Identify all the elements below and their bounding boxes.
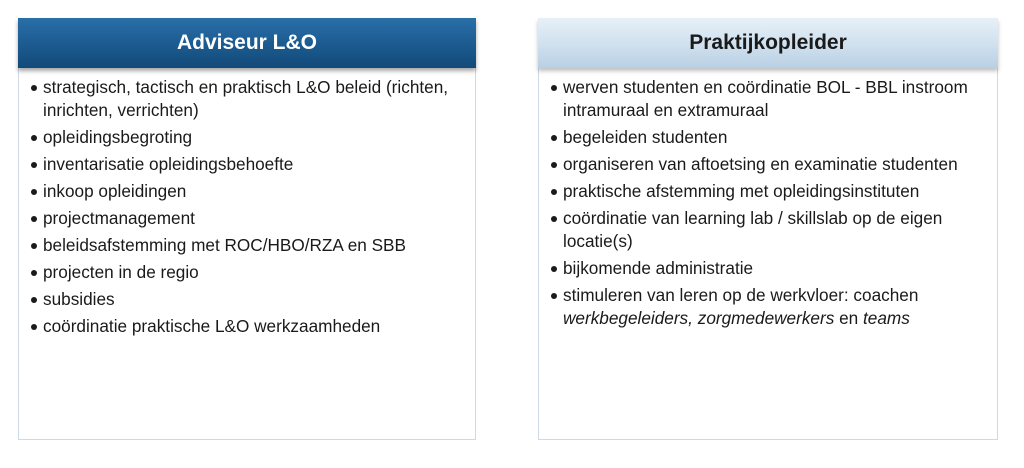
list-item: bijkomende administratie xyxy=(551,257,987,280)
list-item: projectmanagement xyxy=(31,207,465,230)
list-item: subsidies xyxy=(31,288,465,311)
praktijkopleider-column xyxy=(538,18,998,440)
praktijkopleider-title: Praktijkopleider xyxy=(689,31,847,54)
last-item-mid: en xyxy=(834,308,863,328)
list-item: strategisch, tactisch en praktisch L&O beleid (richten, inrichten, verrichten) xyxy=(31,76,465,122)
list-item: projecten in de regio xyxy=(31,261,465,284)
adviseur-list xyxy=(31,76,465,338)
adviseur-header xyxy=(18,18,476,68)
list-item-last xyxy=(551,284,987,330)
list-item: organiseren van aftoetsing en examinatie studenten xyxy=(551,153,987,176)
last-item-prefix: stimuleren van leren op de werkvloer: coachen xyxy=(563,285,919,305)
list-item: inkoop opleidingen xyxy=(31,180,465,203)
last-item-werkbegeleiders: werkbegeleiders, xyxy=(563,308,693,328)
praktijkopleider-header xyxy=(538,18,998,68)
last-item-zorgmedewerkers: zorgmedewerkers xyxy=(697,308,835,328)
list-item: werven studenten en coördinatie BOL - BBL instroom intramuraal en extramuraal xyxy=(551,76,987,122)
list-item: coördinatie praktische L&O werkzaamheden xyxy=(31,315,465,338)
last-item-teams: teams xyxy=(862,308,910,328)
list-item: beleidsafstemming met ROC/HBO/RZA en SBB xyxy=(31,234,465,257)
list-item: begeleiden studenten xyxy=(551,126,987,149)
adviseur-title: Adviseur L&O xyxy=(176,31,318,54)
list-item: opleidingsbegroting xyxy=(31,126,465,149)
adviseur-panel xyxy=(18,68,476,440)
adviseur-column xyxy=(18,18,476,440)
list-item: praktische afstemming met opleidingsinstituten xyxy=(551,180,987,203)
list-item: coördinatie van learning lab / skillslab op de eigen locatie(s) xyxy=(551,207,987,253)
list-item: inventarisatie opleidingsbehoefte xyxy=(31,153,465,176)
praktijkopleider-list xyxy=(551,76,987,330)
praktijkopleider-panel xyxy=(538,68,998,440)
